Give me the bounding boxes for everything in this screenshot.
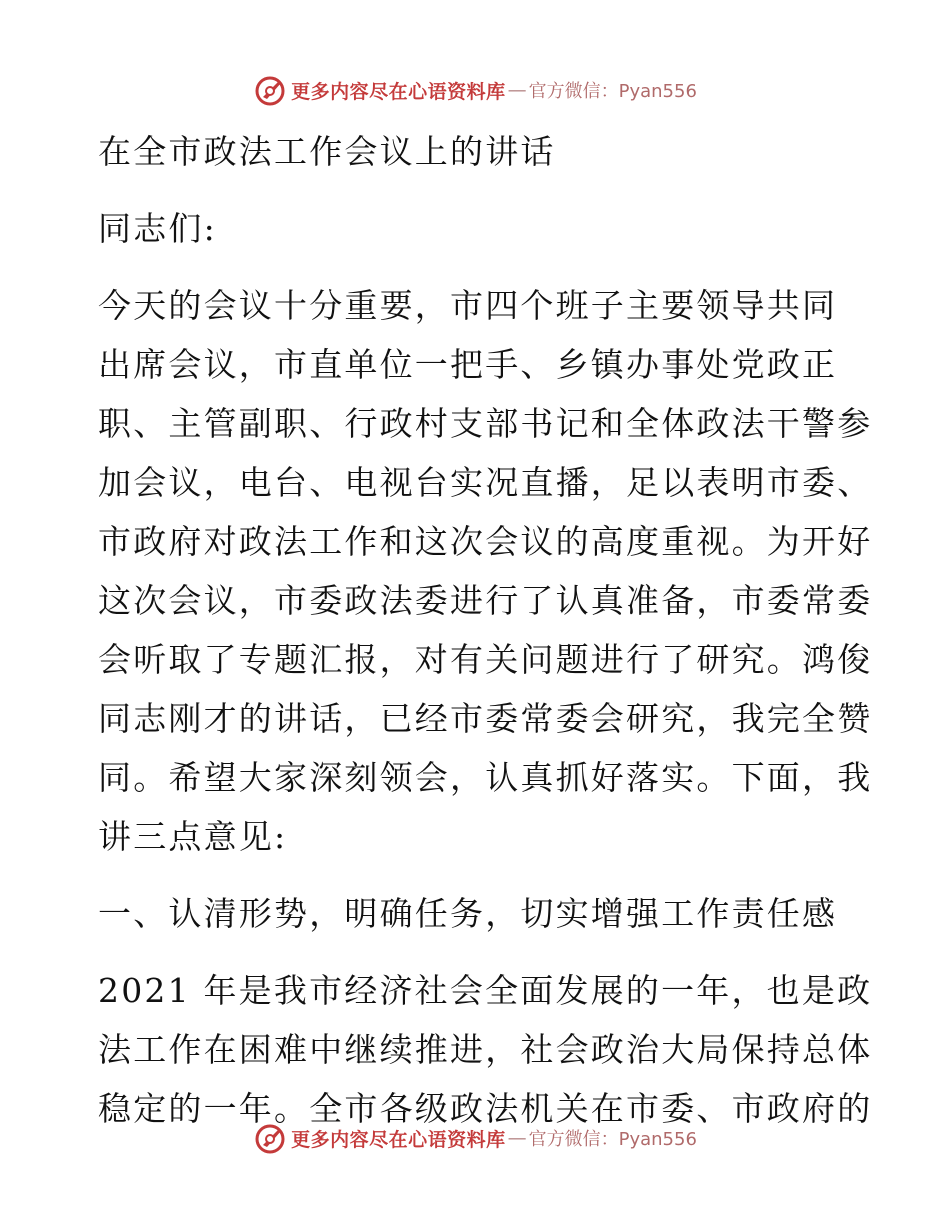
- document-body: [98, 122, 873, 1138]
- watermark-separator: —: [507, 1127, 527, 1149]
- watermark-text: 更多内容尽在心语资料库: [291, 80, 506, 103]
- paragraph-1: [98, 276, 873, 866]
- paragraph-2: [98, 961, 873, 1138]
- paragraph-line: 今天的会议十分重要，市四个班子主要领导共同: [98, 286, 838, 325]
- salutation: 同志们:: [98, 209, 217, 248]
- quill-logo-icon: [253, 73, 287, 107]
- paragraph-line: 法工作在困难中继续推进，社会政治大局保持总体: [98, 1030, 873, 1069]
- watermark-text: 更多内容尽在心语资料库: [291, 1128, 506, 1151]
- paragraph-line: 会听取了专题汇报，对有关问题进行了研究。鸿俊: [98, 640, 873, 679]
- watermark-footer: [0, 1118, 950, 1158]
- document-title: 在全市政法工作会议上的讲话: [98, 132, 556, 171]
- paragraph-line: 职、主管副职、行政村支部书记和全体政法干警参: [98, 404, 873, 443]
- paragraph-line: 市政府对政法工作和这次会议的高度重视。为开好: [98, 522, 873, 561]
- paragraph-line: 稳定的一年。全市各级政法机关在市委、市政府的: [98, 1089, 873, 1128]
- paragraph-line: 同。希望大家深刻领会，认真抓好落实。下面，我: [98, 758, 873, 797]
- quill-logo-icon: [253, 1121, 287, 1155]
- paragraph-line: 出席会议，市直单位一把手、乡镇办事处党政正: [98, 345, 838, 384]
- paragraph-line: 讲三点意见:: [98, 817, 288, 856]
- watermark-header: [0, 70, 950, 110]
- watermark-wechat: 官方微信：Pyan556: [528, 1129, 697, 1150]
- paragraph-line: 这次会议，市委政法委进行了认真准备，市委常委: [98, 581, 873, 620]
- watermark-separator: —: [507, 79, 527, 101]
- section-heading-1: 一、认清形势，明确任务，切实增强工作责任感: [98, 894, 838, 933]
- paragraph-line: 2021 年是我市经济社会全面发展的一年，也是政: [98, 971, 873, 1010]
- watermark-wechat: 官方微信：Pyan556: [528, 81, 697, 102]
- paragraph-line: 同志刚才的讲话，已经市委常委会研究，我完全赞: [98, 699, 873, 738]
- paragraph-line: 加会议，电台、电视台实况直播，足以表明市委、: [98, 463, 873, 502]
